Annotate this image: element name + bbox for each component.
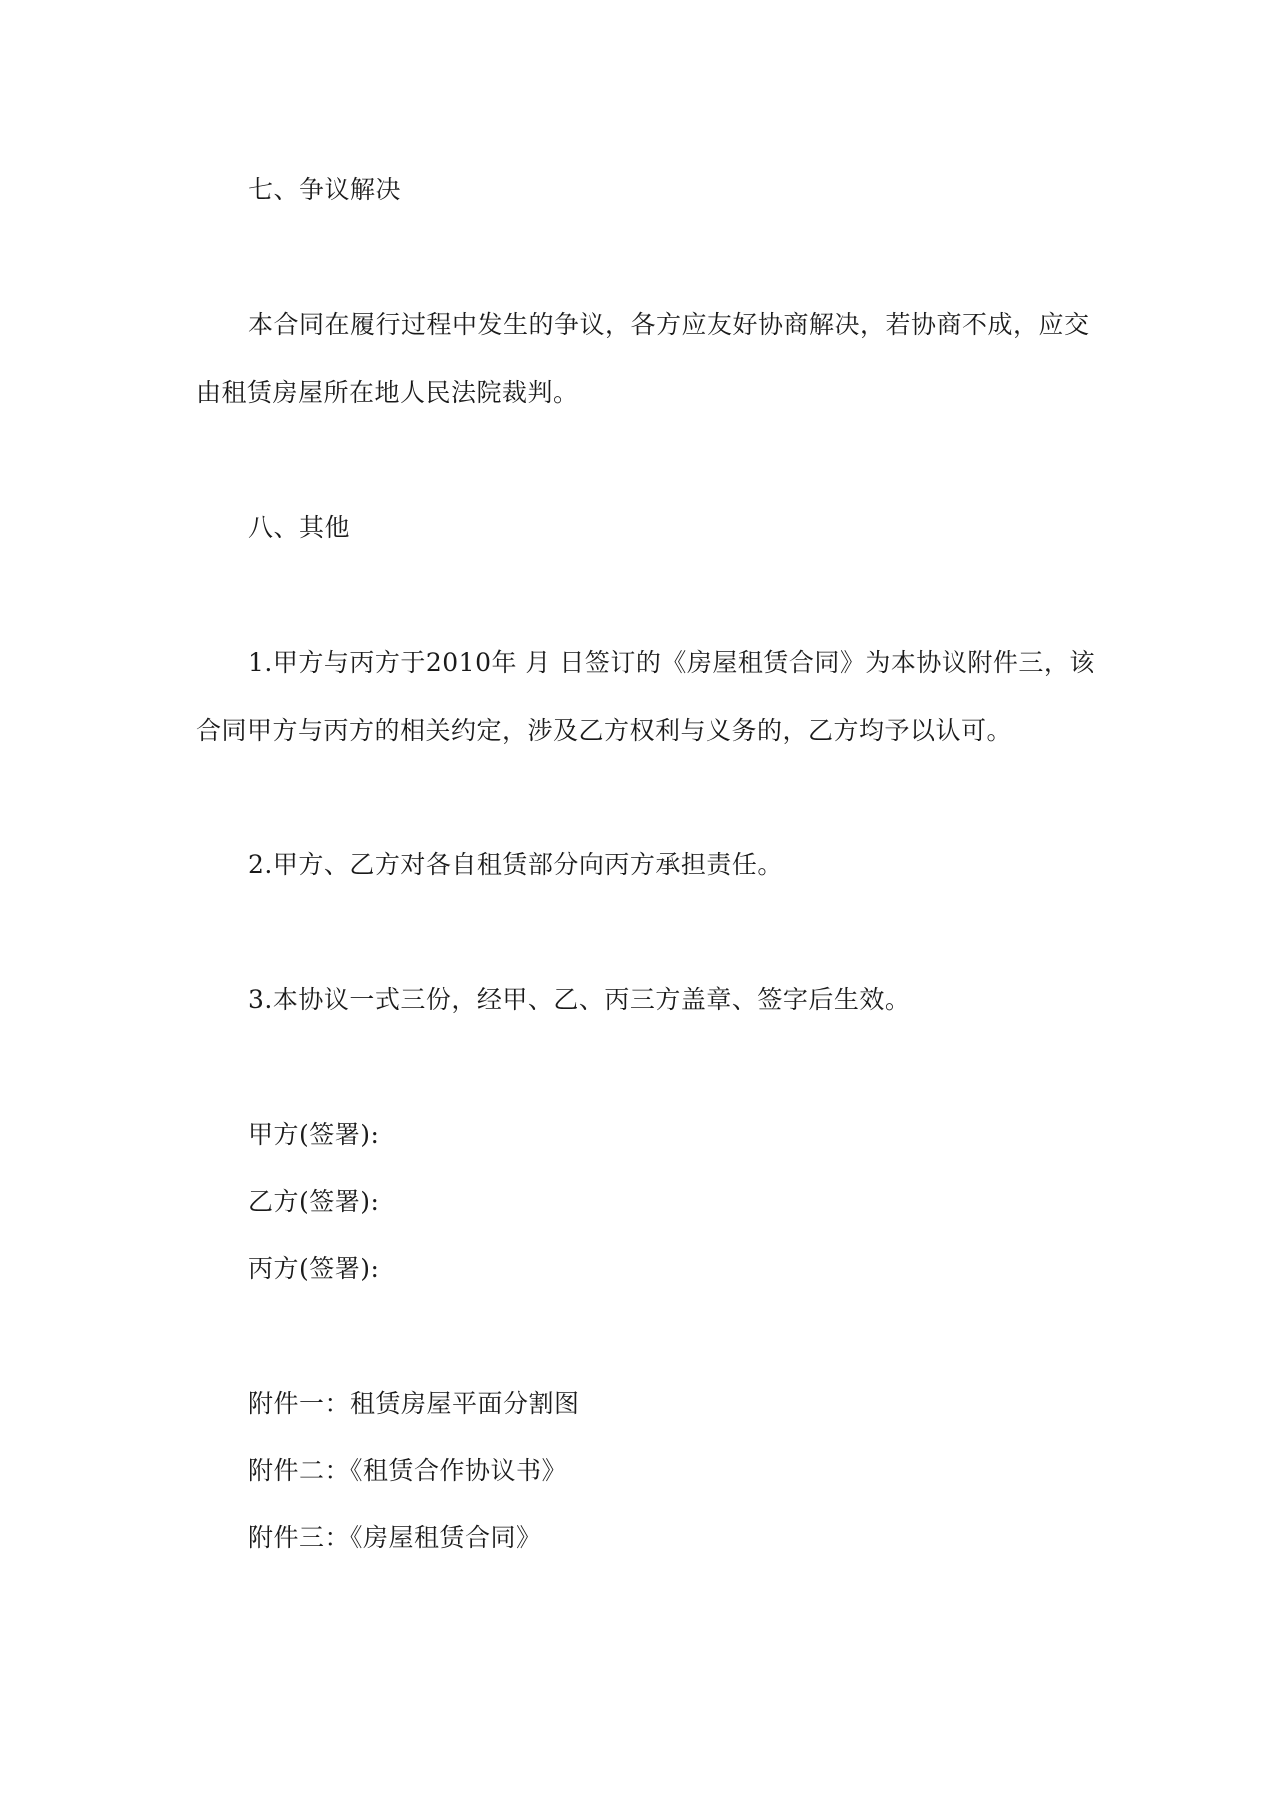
clause-2: 2.甲方、乙方对各自租赁部分向丙方承担责任。 (248, 850, 783, 879)
section-7-paragraph-line-1: 本合同在履行过程中发生的争议，各方应友好协商解决，若协商不成，应交 (248, 310, 1090, 339)
section-7-heading: 七、争议解决 (248, 175, 402, 204)
signature-party-a: 甲方(签署): (248, 1120, 380, 1149)
clause-3: 3.本协议一式三份，经甲、乙、丙三方盖章、签字后生效。 (248, 985, 911, 1014)
signature-party-c: 丙方(签署): (248, 1254, 380, 1283)
signature-party-b: 乙方(签署): (248, 1187, 380, 1216)
section-7-paragraph-line-2: 由租赁房屋所在地人民法院裁判。 (196, 378, 579, 407)
attachment-3: 附件三：《房屋租赁合同》 (248, 1523, 542, 1552)
clause-1-line-1: 1.甲方与丙方于2010年 月 日签订的《房屋租赁合同》为本协议附件三，该 (248, 648, 1095, 677)
clause-1-line-2: 合同甲方与丙方的相关约定，涉及乙方权利与义务的，乙方均予以认可。 (196, 716, 1013, 745)
attachment-2: 附件二：《租赁合作协议书》 (248, 1456, 568, 1485)
section-8-heading: 八、其他 (248, 513, 351, 542)
attachment-1: 附件一：租赁房屋平面分割图 (248, 1389, 580, 1418)
